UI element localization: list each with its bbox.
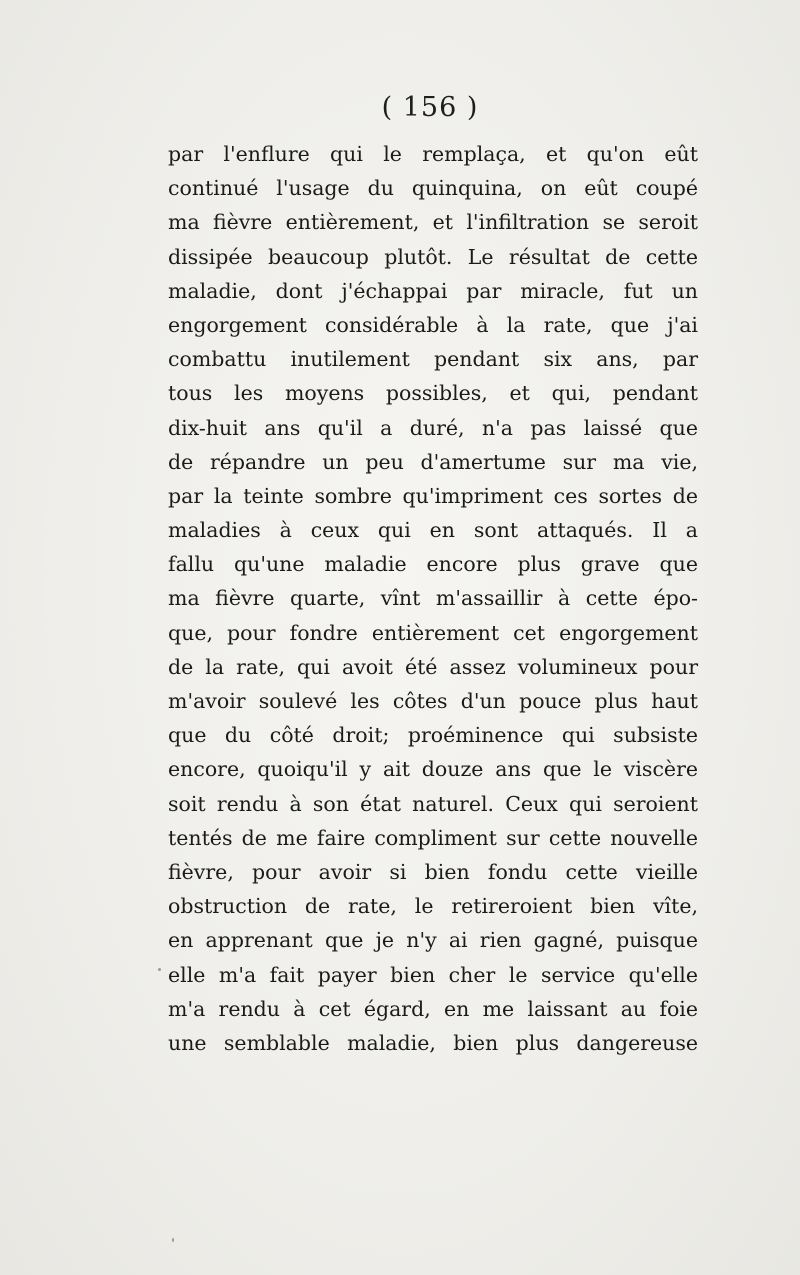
paper-speck bbox=[158, 968, 161, 971]
text-line: maladies à ceux qui en sont attaqués. Il a bbox=[168, 518, 698, 543]
text-line: fièvre, pour avoir si bien fondu cette vieille bbox=[168, 859, 698, 884]
paper-speck bbox=[172, 1238, 174, 1242]
text-line: tentés de me faire compliment sur cette nouvelle bbox=[168, 825, 698, 850]
text-line: combattu inutilement pendant six ans, par bbox=[168, 347, 698, 372]
text-line: elle m'a fait payer bien cher le service qu'elle bbox=[168, 962, 698, 987]
text-line: par l'enflure qui le remplaça, et qu'on eût bbox=[168, 142, 698, 166]
text-line: soit rendu à son état naturel. Ceux qui seroient bbox=[168, 791, 698, 816]
text-line: m'a rendu à cet égard, en me laissant au foie bbox=[168, 996, 698, 1021]
text-line: de répandre un peu d'amertume sur ma vie, bbox=[168, 449, 698, 474]
text-line: par la teinte sombre qu'impriment ces sortes de bbox=[168, 483, 698, 508]
text-line: ma fièvre entièrement, et l'infiltration se seroit bbox=[168, 210, 698, 235]
text-line: encore, quoiqu'il y ait douze ans que le viscère bbox=[168, 757, 698, 782]
text-line: m'avoir soulevé les côtes d'un pouce plus haut bbox=[168, 689, 698, 713]
text-line: en apprenant que je n'y ai rien gagné, puisque bbox=[168, 928, 698, 953]
text-line: engorgement considérable à la rate, que j'ai bbox=[168, 312, 698, 337]
text-line: obstruction de rate, le retireroient bien vîte, bbox=[168, 894, 698, 919]
text-line: dix-huit ans qu'il a duré, n'a pas laissé que bbox=[168, 415, 698, 440]
text-line: que du côté droit; proéminence qui subsiste bbox=[168, 723, 698, 748]
page-number: ( 156 ) bbox=[381, 92, 479, 123]
body-text bbox=[168, 137, 698, 1060]
text-line: ma fièvre quarte, vînt m'assaillir à cette épo- bbox=[168, 586, 698, 611]
text-line: une semblable maladie, bien plus dangereuse bbox=[168, 1030, 698, 1055]
text-line: maladie, dont j'échappai par miracle, fut un bbox=[168, 278, 698, 303]
text-line: fallu qu'une maladie encore plus grave que bbox=[168, 552, 698, 577]
text-line: dissipée beaucoup plutôt. Le résultat de cette bbox=[168, 244, 698, 269]
text-line: de la rate, qui avoit été assez volumineux pour bbox=[168, 654, 698, 679]
text-line: que, pour fondre entièrement cet engorgement bbox=[168, 620, 698, 645]
text-line: tous les moyens possibles, et qui, pendant bbox=[168, 381, 698, 406]
text-line: continué l'usage du quinquina, on eût coupé bbox=[168, 176, 698, 201]
